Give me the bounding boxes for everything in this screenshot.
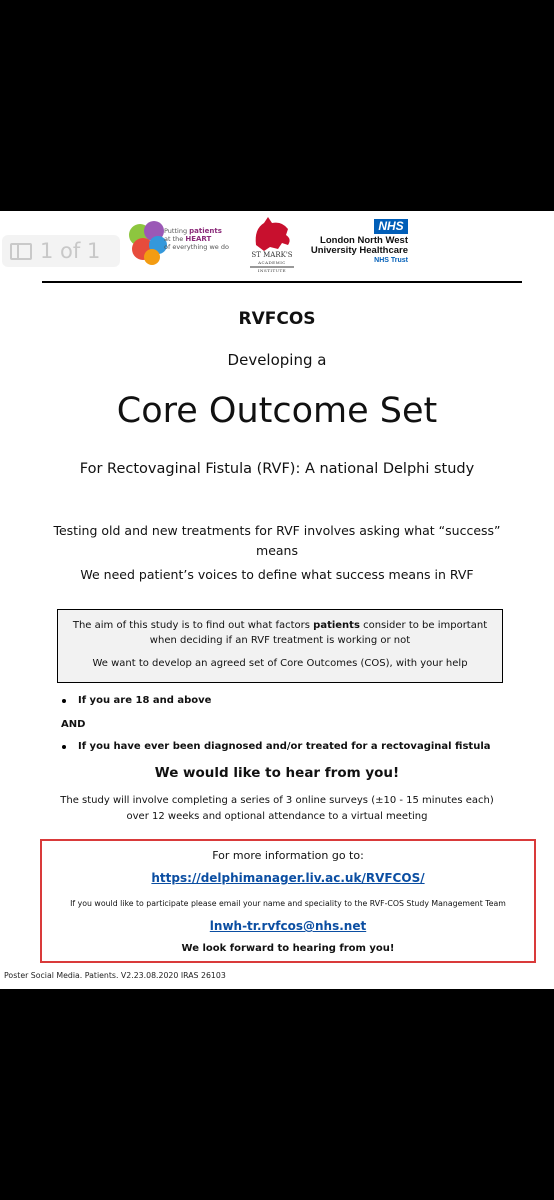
aim-paragraph-2: We want to develop an agreed set of Core Outcomes (COS), with your help <box>92 658 468 669</box>
closing-line: We look forward to hearing from you! <box>181 943 395 954</box>
heart-word-tagline: of everything we do <box>164 243 229 251</box>
developing-line: Developing a <box>227 351 327 369</box>
heart-word-heart: HEART <box>185 235 212 243</box>
aim-text-start: The aim of this study is to find out what factors <box>72 620 314 631</box>
info-title: For more information go to: <box>212 849 364 862</box>
trust-sub: NHS Trust <box>374 257 408 264</box>
info-box <box>40 839 536 963</box>
poster-page <box>0 211 554 989</box>
trust-name: London North West University Healthcare <box>310 235 408 256</box>
bullet-dot-icon <box>62 745 66 749</box>
poster-title: Core Outcome Set <box>116 391 438 431</box>
page-indicator[interactable] <box>2 235 120 267</box>
stmarks-sub: ACADEMIC INSTITUTE <box>257 260 287 273</box>
eligibility-bullet-diagnosis <box>62 741 491 752</box>
and-label: AND <box>61 719 86 730</box>
voices-paragraph: We need patient’s voices to define what success means in RVF <box>80 567 474 582</box>
study-website-link[interactable]: https://delphimanager.liv.ac.uk/RVFCOS/ <box>151 871 425 885</box>
study-email-link[interactable]: lnwh-tr.rvfcos@nhs.net <box>209 919 367 933</box>
page-indicator-label: 1 of 1 <box>40 239 101 263</box>
stmarks-label <box>250 251 294 275</box>
nhs-badge: NHS <box>374 219 408 234</box>
stmarks-name: ST MARK'S <box>251 251 293 259</box>
participate-instructions: If you would like to participate please email your name and speciality to the RVF-COS Study Management Team <box>70 899 506 908</box>
bullet-dot-icon <box>62 699 66 703</box>
poster-footer: Poster Social Media. Patients. V2.23.08.2020 IRAS 26103 <box>4 971 226 980</box>
survey-description: The study will involve completing a series of 3 online surveys (±10 - 15 minutes each) over 12 weeks and optional attendance to a virtual meeting <box>60 795 494 822</box>
heart-bubble-orange <box>144 249 160 265</box>
heart-word-patients: patients <box>189 227 222 235</box>
bullet-age-text: If you are 18 and above <box>78 695 212 706</box>
aim-paragraph <box>58 618 502 648</box>
aim-text-end: consider to be important when deciding if an RVF treatment is working or not <box>149 620 488 646</box>
page-thumbnail-icon <box>10 243 32 260</box>
testing-paragraph: Testing old and new treatments for RVF involves asking what “success” means <box>53 523 501 558</box>
heart-word-putting: Putting <box>164 227 188 235</box>
aim-box <box>57 609 503 683</box>
poster-subtitle: For Rectovaginal Fistula (RVF): A national Delphi study <box>79 461 475 477</box>
eligibility-bullet-age <box>62 695 211 706</box>
study-acronym: RVFCOS <box>238 309 316 329</box>
bullet-diagnosis-text: If you have ever been diagnosed and/or treated for a rectovaginal fistula <box>78 741 491 752</box>
header-divider <box>42 281 522 283</box>
heart-word-at-the: at the <box>164 235 184 243</box>
heart-logo-text <box>164 227 244 251</box>
hear-from-you-heading: We would like to hear from you! <box>154 765 400 781</box>
aim-text-bold: patients <box>313 620 360 631</box>
